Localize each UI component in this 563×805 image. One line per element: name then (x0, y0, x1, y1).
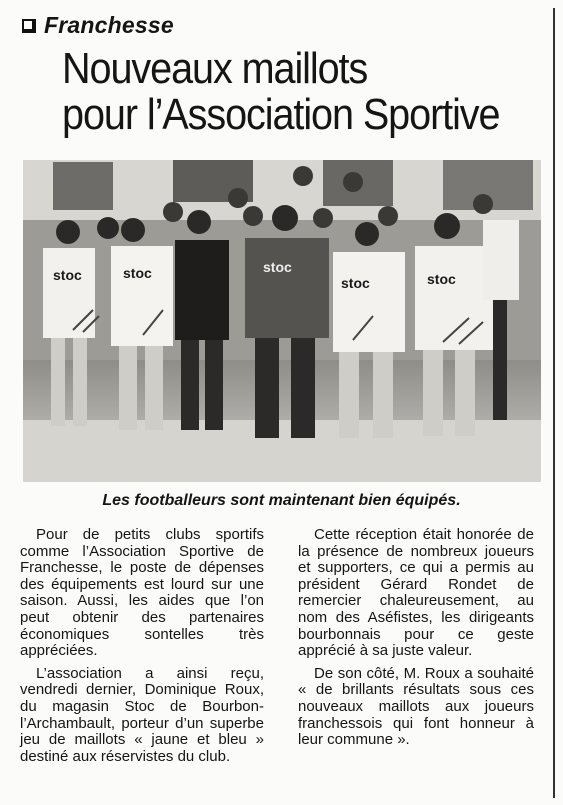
section-kicker (22, 12, 174, 39)
square-bullet-icon (22, 19, 36, 33)
paragraph: Cette réception était honorée de la présence de nombreux joueurs et supporters, ce qui a permis au président Gérard Rondet de remercier chaleureusement, au nom des Aséfistes, les dirigeants bourbonnais pour ce geste apprécié à sa juste valeur. (298, 526, 534, 660)
shirt-print: stoc (53, 267, 82, 283)
column-rule (553, 8, 555, 798)
headline (62, 46, 503, 138)
shirt-print: stoc (123, 265, 152, 281)
paragraph: Pour de petits clubs sportifs comme l’Association Sportive de Franchesse, le poste de dépenses des équipements est lourd sur une saison. Aussi, les aides que l’on peut obtenir des partenaires économiques sontelles très appréciées. (20, 526, 264, 660)
shirt-print: stoc (263, 259, 292, 275)
headline-line-1: Nouveaux maillots (62, 44, 368, 93)
photo-caption: Les footballeurs sont maintenant bien équipés. (102, 492, 461, 509)
article-column-left (20, 527, 264, 771)
headline-line-2: pour l’Association Sportive (62, 90, 500, 139)
team-photo (23, 160, 541, 482)
shirt-print: stoc (341, 275, 370, 291)
team-photo-illustration (23, 160, 541, 482)
article-column-right (298, 527, 534, 755)
kicker-label: Franchesse (44, 12, 174, 38)
shirt-print: stoc (427, 271, 456, 287)
paragraph: De son côté, M. Roux a souhaité « de brillants résultats sous ces nouveaux maillots aux joueurs franchessois qui font honneur à leur commune ». (298, 664, 534, 749)
paragraph: L’association a ainsi reçu, vendredi dernier, Dominique Roux, du magasin Stoc de Bourbon-l’Archambault, porteur d’un superbe jeu de maillots « jaune et bleu » destiné aux réservistes du club. (20, 664, 264, 765)
